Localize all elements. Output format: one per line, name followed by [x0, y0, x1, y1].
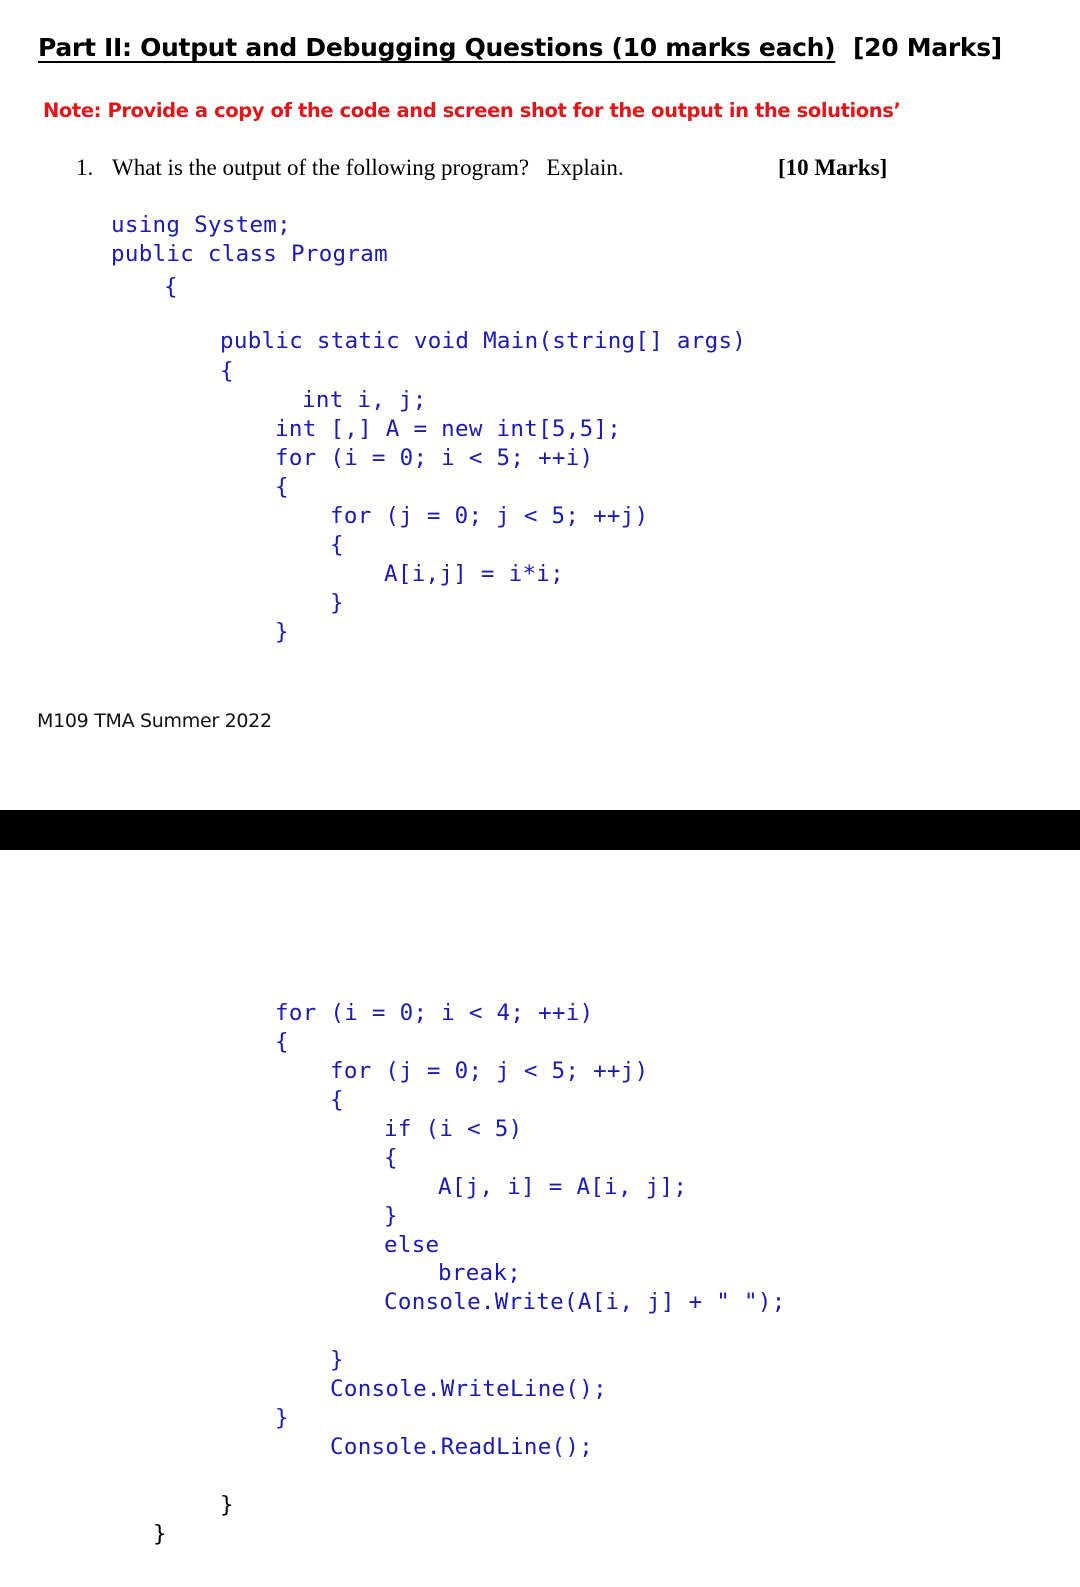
code-line: A[i,j] = i*i;: [384, 561, 564, 587]
note-text: Note: Provide a copy of the code and screen shot for the output in the solutions’: [43, 99, 901, 122]
code-line: else: [384, 1232, 440, 1258]
code-line: for (j = 0; j < 5; ++j): [330, 1058, 649, 1084]
code-line: }: [384, 1203, 398, 1229]
code-line: break;: [438, 1260, 522, 1286]
code-line: for (j = 0; j < 5; ++j): [330, 503, 649, 529]
code-line: {: [275, 1029, 289, 1055]
question-text: What is the output of the following program? Explain.: [112, 155, 624, 180]
code-line: }: [330, 1347, 344, 1373]
code-line: {: [384, 1145, 398, 1171]
code-line: public class Program: [111, 241, 388, 267]
total-marks: [20 Marks]: [853, 33, 1002, 62]
code-line: int [,] A = new int[5,5];: [275, 416, 622, 442]
code-line: {: [330, 1087, 344, 1113]
code-line: Console.ReadLine();: [330, 1434, 594, 1460]
code-line: }: [153, 1521, 167, 1547]
code-line: A[j, i] = A[i, j];: [438, 1174, 688, 1200]
code-line: using System;: [111, 212, 291, 238]
code-line: Console.Write(A[i, j] + " ");: [384, 1289, 786, 1315]
section-heading: Part II: Output and Debugging Questions (10 marks each): [38, 33, 836, 62]
code-line: if (i < 5): [384, 1116, 523, 1142]
page-footer: M109 TMA Summer 2022: [37, 710, 272, 732]
code-line: public static void Main(string[] args): [220, 328, 747, 354]
code-line: int i, j;: [302, 387, 427, 413]
question-number: 1.: [76, 155, 94, 180]
code-line: }: [275, 619, 289, 645]
code-line: }: [275, 1405, 289, 1431]
code-line: }: [330, 590, 344, 616]
code-line: {: [164, 274, 178, 300]
code-line: {: [330, 532, 344, 558]
code-line: }: [220, 1492, 234, 1518]
code-line: Console.WriteLine();: [330, 1376, 607, 1402]
code-line: {: [220, 358, 234, 384]
code-line: for (i = 0; i < 5; ++i): [275, 445, 594, 471]
page-separator-bar: [0, 810, 1080, 850]
code-line: {: [275, 474, 289, 500]
code-line: for (i = 0; i < 4; ++i): [275, 1000, 594, 1026]
question-marks: [10 Marks]: [778, 155, 888, 180]
